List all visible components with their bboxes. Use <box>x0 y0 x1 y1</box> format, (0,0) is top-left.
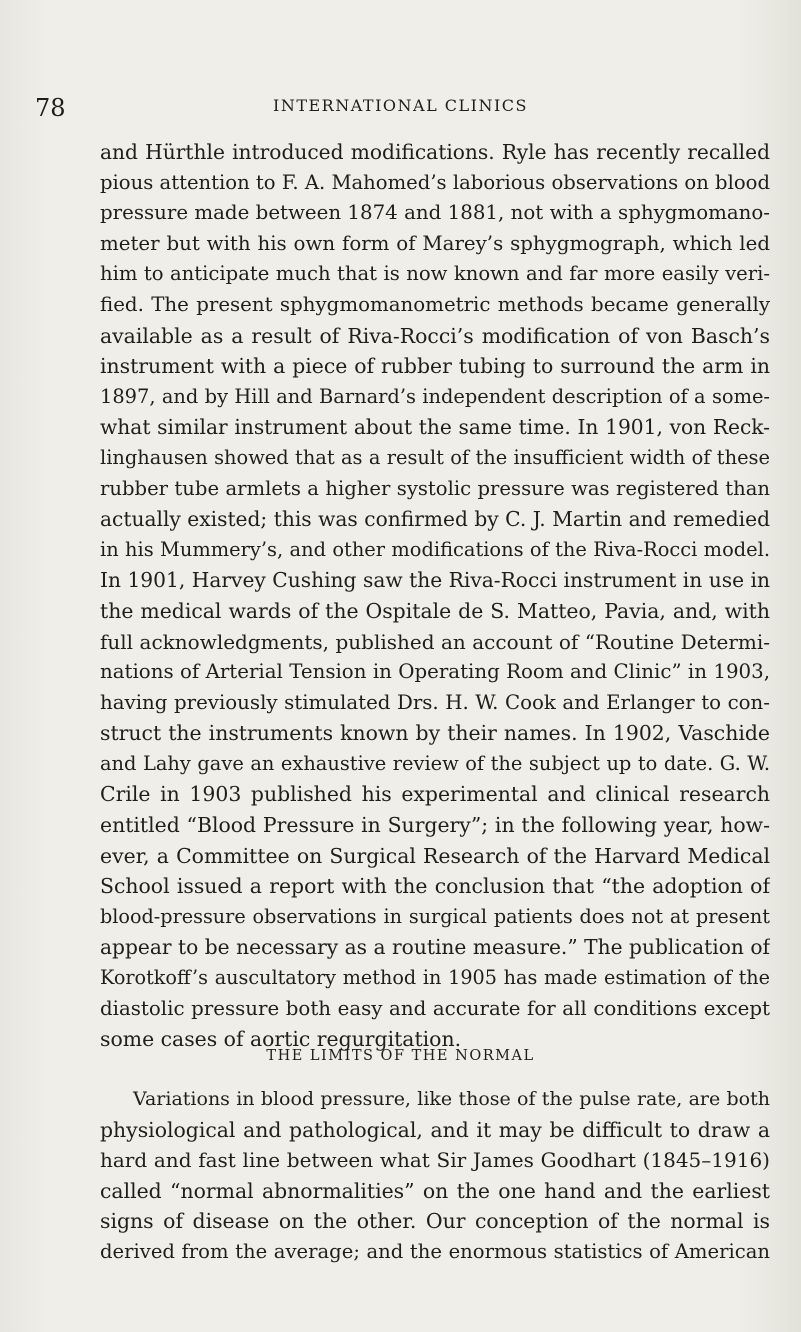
text-line: derived from the average; and the enormous statistics of American <box>100 1239 770 1263</box>
text-line: actually existed; this was confirmed by C. J. Martin and remedied <box>100 507 770 532</box>
paragraph-history <box>100 137 770 1055</box>
running-head: INTERNATIONAL CLINICS <box>273 96 528 115</box>
text-line: called “normal abnormalities” on the one hand and the earliest <box>100 1178 770 1203</box>
text-line: linghausen showed that as a result of the insufficient width of these <box>100 445 770 469</box>
page-number: 78 <box>35 94 66 122</box>
text-line: Variations in blood pressure, like those of the pulse rate, are both <box>133 1088 770 1110</box>
text-line: instrument with a piece of rubber tubing to surround the arm in <box>100 354 770 379</box>
text-line: appear to be necessary as a routine measure.” The publication of <box>100 935 770 960</box>
text-line: nations of Arterial Tension in Operating Room and Clinic” in 1903, <box>100 660 770 684</box>
text-line: diastolic pressure both easy and accurate for all conditions except <box>100 996 770 1020</box>
text-line: him to anticipate much that is now known and far more easily veri- <box>100 262 770 286</box>
text-line: what similar instrument about the same time. In 1901, von Reck- <box>100 415 770 440</box>
text-line: rubber tube armlets a higher systolic pressure was registered than <box>100 476 770 500</box>
text-line: and Hürthle introduced modifications. Ryle has recently recalled <box>100 140 770 164</box>
paragraph-limits <box>100 1084 770 1268</box>
text-line: Korotkoff’s auscultatory method in 1905 has made estimation of the <box>100 966 770 990</box>
text-line: pressure made between 1874 and 1881, not with a sphygmomano- <box>100 201 770 225</box>
text-line: Crile in 1903 published his experimental and clinical research <box>100 782 770 807</box>
text-line: hard and fast line between what Sir James Goodhart (1845–1916) <box>100 1148 770 1173</box>
section-heading: THE LIMITS OF THE NORMAL <box>266 1048 535 1064</box>
text-line: available as a result of Riva-Rocci’s modification of von Basch’s <box>100 323 770 348</box>
text-line: signs of disease on the other. Our conception of the normal is <box>100 1209 770 1234</box>
text-line: having previously stimulated Drs. H. W. Cook and Erlanger to con- <box>100 690 770 714</box>
text-line: some cases of aortic regurgitation. <box>100 1027 462 1052</box>
text-line: ever, a Committee on Surgical Research of the Harvard Medical <box>100 843 770 868</box>
text-line: 1897, and by Hill and Barnard’s independent description of a some- <box>100 384 770 408</box>
text-line: pious attention to F. A. Mahomed’s laborious observations on blood <box>100 170 770 194</box>
text-line: fied. The present sphygmomanometric methods became generally <box>100 292 770 316</box>
text-line: In 1901, Harvey Cushing saw the Riva-Rocci instrument in use in <box>100 568 770 593</box>
text-line: the medical wards of the Ospitale de S. Matteo, Pavia, and, with <box>100 598 770 623</box>
text-line: full acknowledgments, published an account of “Routine Determi- <box>100 629 770 654</box>
text-line: School issued a report with the conclusion that “the adoption of <box>100 874 770 899</box>
text-line: entitled “Blood Pressure in Surgery”; in the following year, how- <box>100 813 770 838</box>
text-line: meter but with his own form of Marey’s sphygmograph, which led <box>100 231 770 255</box>
text-line: physiological and pathological, and it may be difficult to draw a <box>100 1117 770 1142</box>
text-line: struct the instruments known by their names. In 1902, Vaschide <box>100 721 770 746</box>
text-line: in his Mummery’s, and other modifications of the Riva-Rocci model. <box>100 537 770 561</box>
text-line: blood-pressure observations in surgical patients does not at present <box>100 904 770 928</box>
text-line: and Lahy gave an exhaustive review of the subject up to date. G. W. <box>100 751 770 775</box>
